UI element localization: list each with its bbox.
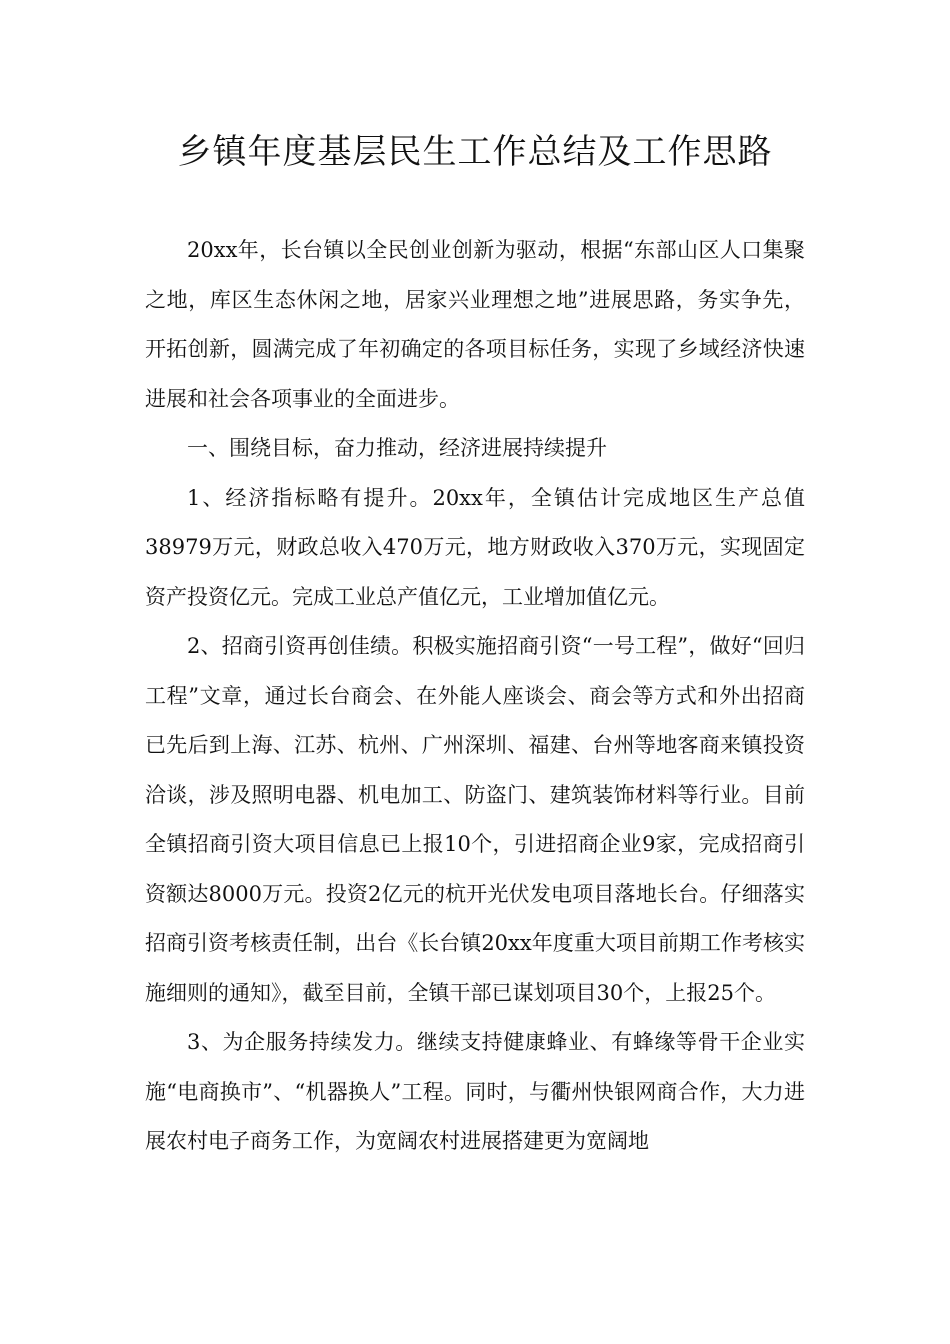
document-title: 乡镇年度基层民生工作总结及工作思路 — [177, 132, 773, 172]
document-body — [145, 226, 805, 1167]
paragraph-intro: 20xx年，长台镇以全民创业创新为驱动，根据“东部山区人口集聚之地，库区生态休闲之地，居家兴业理想之地”进展思路，务实争先，开拓创新，圆满完成了年初确定的各项目标任务，实现了乡域经济快速进展和社会各项事业的全面进步。 — [145, 238, 805, 411]
paragraph-investment: 2、招商引资再创佳绩。积极实施招商引资“一号工程”，做好“回归工程”文章，通过长台商会、在外能人座谈会、商会等方式和外出招商已先后到上海、江苏、杭州、广州深圳、福建、台州等地客商来镇投资洽谈，涉及照明电器、机电加工、防盗门、建筑装饰材料等行业。目前全镇招商引资大项目信息已上报10个，引进招商企业9家，完成招商引资额达8000万元。投资2亿元的杭开光伏发电项目落地长台。仔细落实招商引资考核责任制，出台《长台镇20xx年度重大项目前期工作考核实施细则的通知》，截至目前，全镇干部已谋划项目30个，上报25个。 — [145, 634, 805, 1005]
paragraph-economic-indicators: 1、经济指标略有提升。20xx年，全镇估计完成地区生产总值38979万元，财政总收入470万元，地方财政收入370万元，实现固定资产投资亿元。完成工业总产值亿元，工业增加值亿元。 — [145, 485, 805, 609]
section-heading-1: 一、围绕目标，奋力推动，经济进展持续提升 — [187, 436, 607, 460]
paragraph-enterprise-service: 3、为企服务持续发力。继续支持健康蜂业、有蜂缘等骨干企业实施“电商换市”、“机器换人”工程。同时，与衢州快银网商合作，大力进展农村电子商务工作，为宽阔农村进展搭建更为宽阔地 — [145, 1030, 805, 1153]
